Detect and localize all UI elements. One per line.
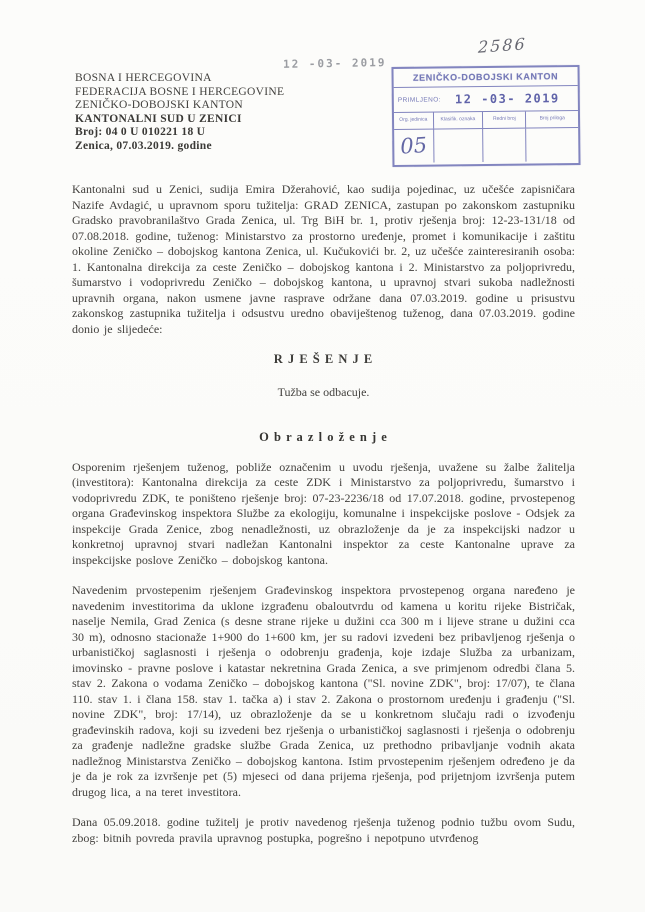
stamp-title: ZENIČKO-DOBOJSKI KANTON	[394, 67, 578, 88]
date-stamp: 12 -03- 2019	[282, 56, 387, 71]
reasoning-paragraph: Osporenim rješenjem tuženog, pobliže označenim u uvodu rješenja, uvažene su žalbe žalitelja (investitora): Kantonalna direkcija za ceste ZDK i Ministarstvo za poljoprivredu, šumarstvo i vodoprivredu ZDK, te poništeno rješenje broj: 07-23-2236/18 od 17.07.2018. godine, prvostepenog organa Građevinskog inspektora Službe za ekologiju, komunalne i inspekcijske poslove - Odsjek za inspekcije Grada Zenice, zbog nenadležnosti, uz obrazloženje da je za inspekcijski nadzor u konkretnoj upravnoj stvari nadležan Kantonalni inspektor za ceste Kantonalne uprave za inspekcijske poslove Zeničko – dobojskog kantona.	[72, 459, 575, 567]
stamp-column-classification: Klasifik. oznaka	[434, 112, 484, 129]
place-and-date: Zenica, 07.03.2019. godine	[75, 139, 212, 152]
letterhead-country-line: BOSNA I HERCEGOVINA	[75, 72, 212, 84]
stamp-column-serial-number: Redni broj	[483, 112, 526, 128]
case-number: Broj: 04 0 U 010221 18 U	[75, 126, 206, 139]
letterhead-court-line: KANTONALNI SUD U ZENICI	[75, 112, 242, 125]
handwritten-registry-number: 2586	[477, 34, 527, 57]
receipt-stamp	[391, 65, 580, 167]
stamp-org-unit-cell	[394, 130, 434, 163]
ruling-text: Tužba se odbacuje.	[277, 384, 370, 399]
stamp-classification-cell	[434, 129, 484, 163]
document-body	[72, 182, 575, 861]
stamp-column-org-unit: Org. jedinica	[394, 113, 434, 129]
stamp-received-row	[394, 86, 578, 113]
reasoning-paragraph: Navedenim prvostepenim rješenjem Građevinskog inspektora prvostepenog organa naređeno je navedenim investitorima da uklone izgrađenu obaloutvrdu od kamena u koritu rijeke Bistričak, naselje Nemila, Grad Zenica (s desne strane rijeke u dužini cca 300 m i lijeve strane u dužini cca 30 m), odnosno stacionaže 1+900 do 1+600 km, jer su radovi izvedeni bez pribavljenog rješenja o urbanističkoj saglasnosti i rješenja o odobrenju građenja, koje izdaje Služba za urbanizam, imovinsko - pravne poslove i katastar nekretnina Grada Zenica, a sve primjenom odredbi člana 5. stav 2. Zakona o vodama Zeničko – dobojskog kantona ("Sl. novine ZDK", broj: 17/07), te člana 110. stav 1. i člana 158. stav 1. tačka a) i stav 2. Zakona o prostornom uređenju i građenju ("Sl. novine ZDK", broj: 17/14), uz obrazloženje da se u konkretnom slučaju radi o izvođenju građevinskih radova, koji su izvedeni bez rješenja o urbanističkoj saglasnosti i rješenja o odobrenju za građenje nadležne gradske službe Grada Zenica, uz prethodno pribavljanje vodnih akata nadležnog Ministarstva Zeničko – dobojskog kantona. Istim prvostepenim rješenjem određeno je da je da je rok za izvršenje pet (5) mjeseci od dana prijema rješenja, pod prijetnjom izvršenja putem drugog lica, a na teret investitora.	[72, 583, 575, 799]
stamp-serial-number-cell	[483, 129, 527, 162]
stamp-attachments-cell	[527, 128, 579, 162]
stamp-column-headers	[394, 111, 578, 130]
letterhead-canton-line: ZENIČKO-DOBOJSKI KANTON	[75, 99, 244, 112]
stamp-value-row	[394, 128, 578, 163]
stamp-received-label: PRIMLJENO:	[397, 95, 441, 104]
intro-paragraph: Kantonalni sud u Zenici, sudija Emira Džerahović, kao sudija pojedinac, uz učešće zapisničara Nazife Avdagić, u upravnom sporu tužitelja: GRAD ZENICA, zastupan po zakonskom zastupniku Gradsko pravobranilaštvo Grada Zenica, ul. Trg BiH br. 1, protiv rješenja broj: 12-23-131/18 od 07.08.2018. godine, tuženog: Ministarstvo za prostorno uređenje, promet i komunikacije i zaštitu okoline Zeničko – dobojskog kantona Zenica, ul. Kučukovići br. 2, uz učešće zainteresiranih osoba: 1. Kantonalna direkcija za ceste Zeničko – dobojskog kantona i 2. Ministarstvo za poljoprivredu, šumarstvo i vodoprivredu Zeničko – dobojskog kantona, u upravnoj stvari sukoba nadležnosti upravnih organa, nakon usmene javne rasprave održane dana 07.03.2019. godine u prisustvu zakonskog zastupnika tužitelja i odsustvu uredno obaviještenog tuženog, dana 07.03.2019. godine donio je slijedeće:	[72, 182, 575, 336]
stamp-org-unit-value: 05	[399, 133, 428, 159]
letterhead	[75, 72, 284, 154]
stamp-received-date: 12 -03- 2019	[454, 91, 560, 107]
stamp-column-attachments: Broj priloga	[539, 115, 565, 122]
reasoning-heading: O b r a z l o ž e n j e	[259, 430, 388, 444]
ruling-heading: R J E Š E N J E	[273, 352, 374, 366]
letterhead-federation-line: FEDERACIJA BOSNE I HERCEGOVINE	[75, 85, 285, 98]
reasoning-paragraph: Dana 05.09.2018. godine tužitelj je protiv navedenog rješenja tuženog podnio tužbu ovom Sudu, zbog: bitnih povreda pravila upravnog postupka, pogrešno i nepotpuno utvrđenog	[72, 815, 575, 845]
